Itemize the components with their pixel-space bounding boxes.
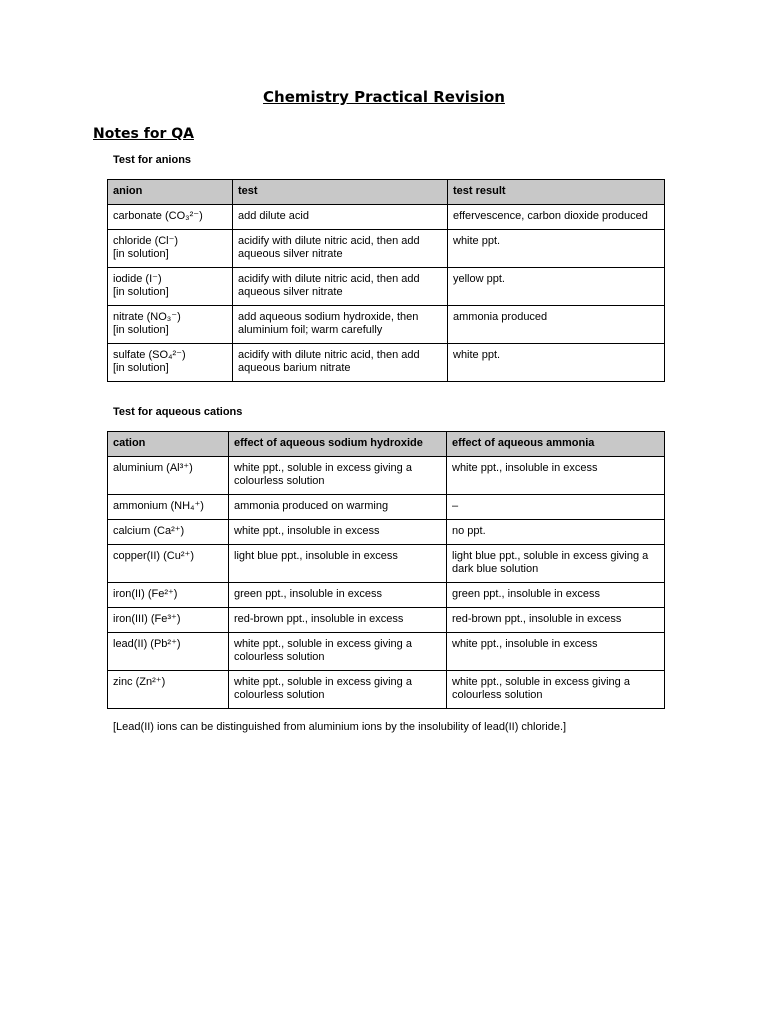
table-cell: white ppt., insoluble in excess (229, 520, 447, 545)
table-cell: zinc (Zn²⁺) (108, 671, 229, 709)
table-row (108, 520, 665, 545)
table-row (108, 205, 665, 230)
table-row (108, 230, 665, 268)
table-cell: white ppt., soluble in excess giving a colourless solution (229, 671, 447, 709)
table-cell: acidify with dilute nitric acid, then add aqueous silver nitrate (233, 230, 448, 268)
table-cell: – (447, 495, 665, 520)
section-heading: Notes for QA (93, 126, 194, 142)
table-cell: light blue ppt., soluble in excess giving a dark blue solution (447, 545, 665, 583)
column-header: effect of aqueous sodium hydroxide (229, 432, 447, 457)
column-header: test (233, 180, 448, 205)
table-cell: yellow ppt. (448, 268, 665, 306)
table-cell: add aqueous sodium hydroxide, then aluminium foil; warm carefully (233, 306, 448, 344)
table-cell: white ppt., soluble in excess giving a colourless solution (447, 671, 665, 709)
table-cell: ammonia produced (448, 306, 665, 344)
anions-table (107, 179, 665, 382)
table-cell: white ppt., soluble in excess giving a colourless solution (229, 457, 447, 495)
table-cell: white ppt., insoluble in excess (447, 633, 665, 671)
table-cell: iron(III) (Fe³⁺) (108, 608, 229, 633)
table-row (108, 457, 665, 495)
table-cell: acidify with dilute nitric acid, then add aqueous barium nitrate (233, 344, 448, 382)
table-cell: lead(II) (Pb²⁺) (108, 633, 229, 671)
table-cell: iron(II) (Fe²⁺) (108, 583, 229, 608)
table-cell: iodide (I⁻) [in solution] (108, 268, 233, 306)
table-cell: ammonium (NH₄⁺) (108, 495, 229, 520)
table-row (108, 545, 665, 583)
column-header: anion (108, 180, 233, 205)
table-row (108, 344, 665, 382)
table-cell: add dilute acid (233, 205, 448, 230)
footnote: [Lead(II) ions can be distinguished from aluminium ions by the insolubility of lead(II) chloride.] (113, 721, 567, 733)
table-cell: aluminium (Al³⁺) (108, 457, 229, 495)
table-row (108, 583, 665, 608)
column-header: effect of aqueous ammonia (447, 432, 665, 457)
cations-heading: Test for aqueous cations (113, 406, 243, 418)
table-cell: sulfate (SO₄²⁻) [in solution] (108, 344, 233, 382)
anions-heading: Test for anions (113, 154, 192, 166)
table-cell: copper(II) (Cu²⁺) (108, 545, 229, 583)
table-cell: ammonia produced on warming (229, 495, 447, 520)
table-cell: white ppt. (448, 344, 665, 382)
table-cell: red-brown ppt., insoluble in excess (229, 608, 447, 633)
table-cell: acidify with dilute nitric acid, then add aqueous silver nitrate (233, 268, 448, 306)
table-row (108, 306, 665, 344)
table-header-row (108, 432, 665, 457)
table-cell: white ppt. (448, 230, 665, 268)
table-cell: white ppt., soluble in excess giving a colourless solution (229, 633, 447, 671)
table-cell: nitrate (NO₃⁻) [in solution] (108, 306, 233, 344)
table-row (108, 608, 665, 633)
cations-table (107, 431, 665, 709)
table-cell: red-brown ppt., insoluble in excess (447, 608, 665, 633)
page-title: Chemistry Practical Revision (263, 88, 505, 106)
column-header: cation (108, 432, 229, 457)
table-cell: no ppt. (447, 520, 665, 545)
table-cell: white ppt., insoluble in excess (447, 457, 665, 495)
table-header-row (108, 180, 665, 205)
table-cell: chloride (Cl⁻) [in solution] (108, 230, 233, 268)
table-row (108, 495, 665, 520)
table-cell: green ppt., insoluble in excess (447, 583, 665, 608)
column-header: test result (448, 180, 665, 205)
table-cell: calcium (Ca²⁺) (108, 520, 229, 545)
table-cell: effervescence, carbon dioxide produced (448, 205, 665, 230)
table-cell: green ppt., insoluble in excess (229, 583, 447, 608)
table-row (108, 268, 665, 306)
table-cell: carbonate (CO₃²⁻) (108, 205, 233, 230)
table-row (108, 671, 665, 709)
table-cell: light blue ppt., insoluble in excess (229, 545, 447, 583)
table-row (108, 633, 665, 671)
